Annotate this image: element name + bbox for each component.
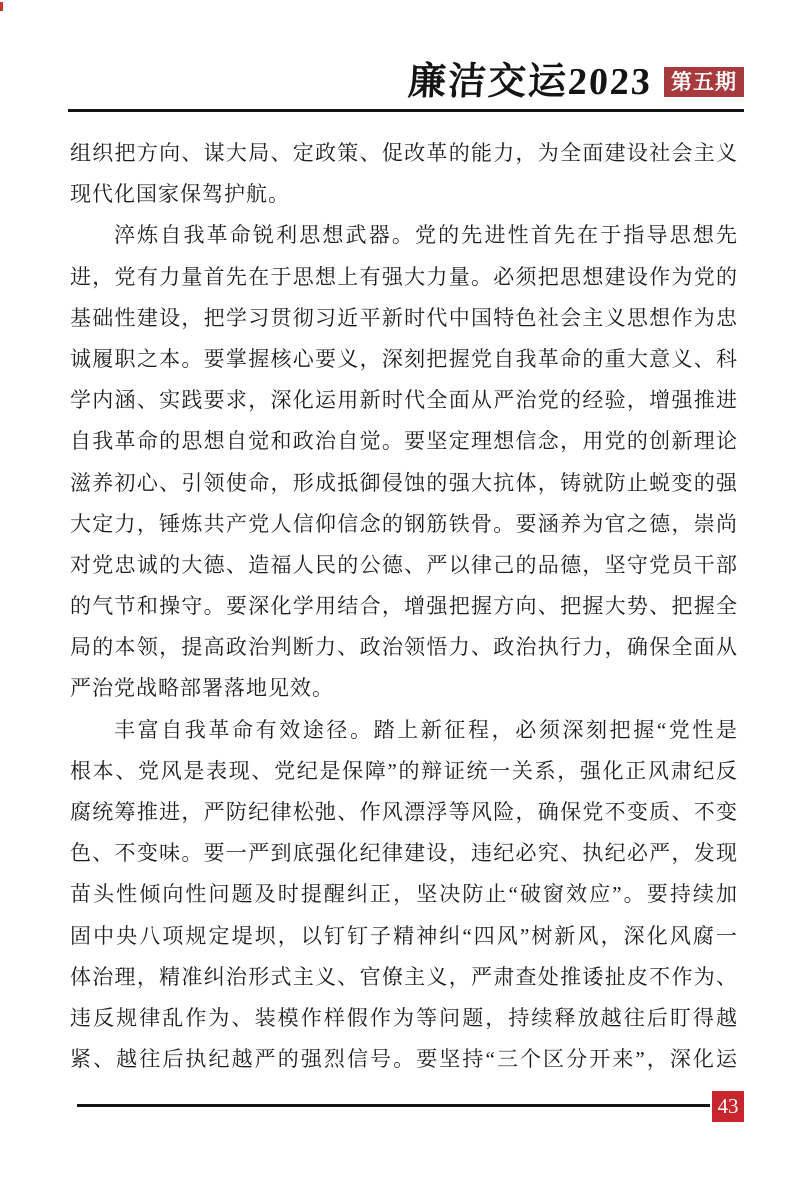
- text-line: 紧、越往后执纪越严的强烈信号。要坚持“三个区分开来”，深化运: [70, 1047, 738, 1072]
- text-line: 诚履职之本。要掌握核心要义，深刻把握党自我革命的重大意义、科: [70, 346, 738, 371]
- text-line: 大定力，锤炼共产党人信仰信念的钢筋铁骨。要涵养为官之德，崇尚: [70, 511, 738, 536]
- text-line: 现代化国家保驾护航。: [70, 182, 290, 207]
- text-line: 自我革命的思想自觉和政治自觉。要坚定理想信念，用党的创新理论: [70, 429, 738, 454]
- text-line: 滋养初心、引领使命，形成抵御侵蚀的强大抗体，铸就防止蜕变的强: [70, 470, 738, 495]
- text-line: 色、不变味。要一严到底强化纪律建设，违纪必究、执纪必严，发现: [70, 841, 738, 866]
- article-body: [70, 133, 738, 1080]
- text-line: 对党忠诚的大德、造福人民的公德、严以律己的品德，坚守党员干部: [70, 552, 738, 577]
- text-line: 苗头性倾向性问题及时提醒纠正，坚决防止“破窗效应”。要持续加: [70, 882, 738, 907]
- scan-artifact-mark: [0, 2, 3, 11]
- text-line: 固中央八项规定堤坝，以钉钉子精神纠“四风”树新风，深化风腐一: [70, 923, 738, 948]
- text-line: 根本、党风是表现、党纪是保障”的辩证统一关系，强化正风肃纪反: [70, 758, 738, 783]
- text-line: 组织把方向、谋大局、定政策、促改革的能力，为全面建设社会主义: [70, 141, 738, 165]
- page-number-badge: 43: [712, 1091, 744, 1122]
- text-line: 违反规律乱作为、装模作样假作为等问题，持续释放越往后盯得越: [70, 1005, 738, 1030]
- footer-rule: [77, 1104, 710, 1107]
- text-line: 腐统筹推进，严防纪律松弛、作风漂浮等风险，确保党不变质、不变: [70, 800, 738, 824]
- page-header: [408, 63, 744, 101]
- journal-title: 廉洁交运2023: [406, 61, 654, 103]
- header-rule: [68, 109, 744, 112]
- text-line: 进，党有力量首先在于思想上有强大力量。必须把思想建设作为党的: [70, 264, 738, 289]
- text-line: 体治理，精准纠治形式主义、官僚主义，严肃查处推诿扯皮不作为、: [70, 964, 738, 989]
- text-line: 学内涵、实践要求，深化运用新时代全面从严治党的经验，增强推进: [70, 388, 738, 413]
- text-line: 严治党战略部署落地见效。: [70, 676, 334, 701]
- text-line: 的气节和操守。要深化学用结合，增强把握方向、把握大势、把握全: [70, 594, 738, 619]
- text-line: 丰富自我革命有效途径。踏上新征程，必须深刻把握“党性是: [114, 717, 738, 742]
- issue-badge: 第五期: [664, 67, 744, 97]
- text-line: 局的本领，提高政治判断力、政治领悟力、政治执行力，确保全面从: [70, 635, 738, 660]
- text-line: 基础性建设，把学习贯彻习近平新时代中国特色社会主义思想作为忠: [70, 305, 738, 330]
- text-line: 淬炼自我革命锐利思想武器。党的先进性首先在于指导思想先: [114, 223, 738, 248]
